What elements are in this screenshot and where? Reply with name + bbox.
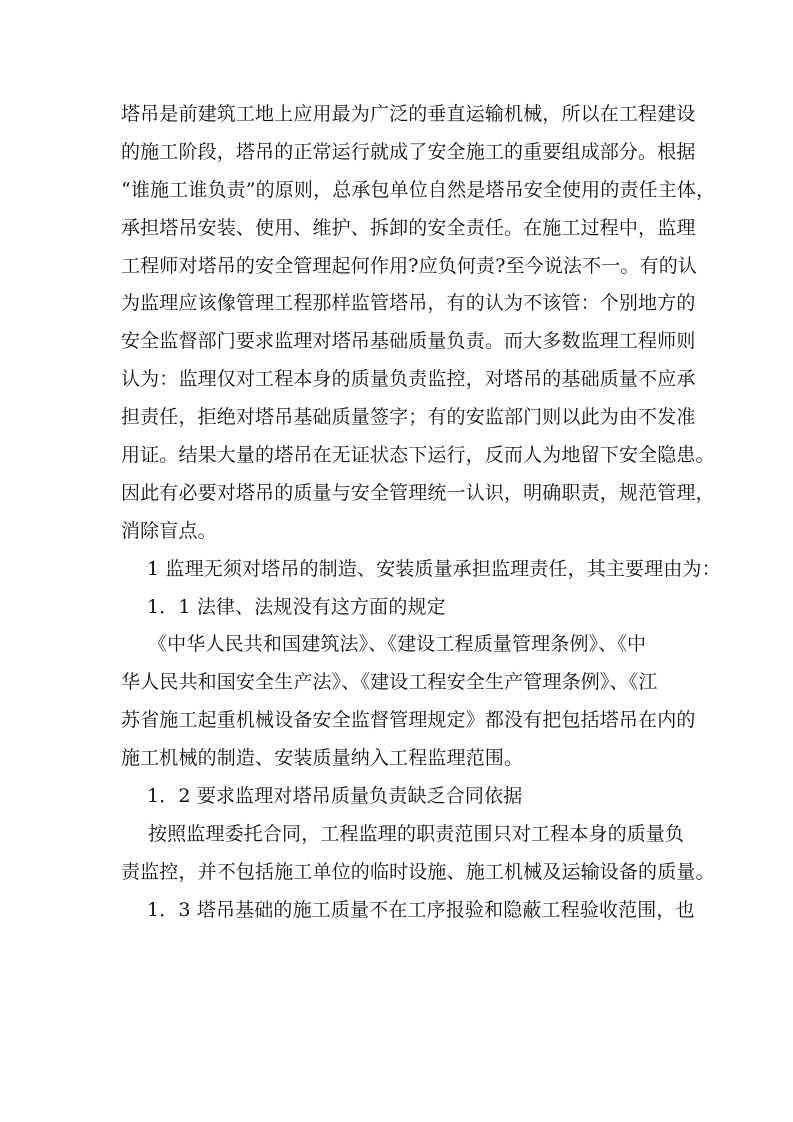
document-body bbox=[121, 96, 721, 930]
paragraph-line: 苏省施工起重机械设备安全监督管理规定》都没有把包括塔吊在内的 bbox=[121, 709, 696, 732]
section-heading: 1 监理无须对塔吊的制造、安装质量承担监理责任，其主要理由为： bbox=[147, 557, 721, 580]
paragraph-line: 用证。结果大量的塔吊在无证状态下运行，反而人为地留下安全隐患。 bbox=[121, 444, 715, 467]
subsection-heading: 1．2 要求监理对塔吊质量负责缺乏合同依据 bbox=[147, 785, 523, 808]
subsection-heading: 1．3 塔吊基础的施工质量不在工序报验和隐蔽工程验收范围，也 bbox=[147, 898, 695, 921]
paragraph-line: 责监控，并不包括施工单位的临时设施、施工机械及运输设备的质量。 bbox=[121, 860, 715, 883]
paragraph-line: 《中华人民共和国建筑法》、《建设工程质量管理条例》、《中 bbox=[148, 633, 647, 656]
paragraph-line: 担责任，拒绝对塔吊基础质量签字；有的安监部门则以此为由不发准 bbox=[121, 406, 696, 429]
subsection-heading: 1．1 法律、法规没有这方面的规定 bbox=[147, 595, 446, 618]
paragraph-line: 施工机械的制造、安装质量纳入工程监理范围。 bbox=[121, 747, 524, 770]
paragraph-line: 华人民共和国安全生产法》、《建设工程安全生产管理条例》、《江 bbox=[121, 671, 658, 694]
paragraph-line: 安全监督部门要求监理对塔吊基础质量负责。而大多数监理工程师则 bbox=[121, 330, 696, 353]
paragraph-line: 工程师对塔吊的安全管理起何作用?应负何责?至今说法不一。有的认 bbox=[121, 254, 698, 277]
paragraph-line: 按照监理委托合同，工程监理的职责范围只对工程本身的质量负 bbox=[148, 822, 685, 845]
paragraph-line: 为监理应该像管理工程那样监管塔吊，有的认为不该管：个别地方的 bbox=[121, 292, 696, 315]
paragraph-line: 认为：监理仅对工程本身的质量负责监控，对塔吊的基础质量不应承 bbox=[121, 368, 696, 391]
paragraph-line: 的施工阶段，塔吊的正常运行就成了安全施工的重要组成部分。根据 bbox=[121, 140, 696, 163]
paragraph-line: 消除盲点。 bbox=[121, 519, 217, 542]
paragraph-line: “谁施工谁负责”的原则，总承包单位自然是塔吊安全使用的责任主体， bbox=[121, 178, 716, 201]
paragraph-line: 塔吊是前建筑工地上应用最为广泛的垂直运输机械，所以在工程建设 bbox=[121, 103, 696, 125]
paragraph-line: 承担塔吊安装、使用、维护、拆卸的安全责任。在施工过程中，监理 bbox=[121, 216, 696, 239]
paragraph-line: 因此有必要对塔吊的质量与安全管理统一认识，明确职责，规范管理， bbox=[121, 481, 715, 504]
